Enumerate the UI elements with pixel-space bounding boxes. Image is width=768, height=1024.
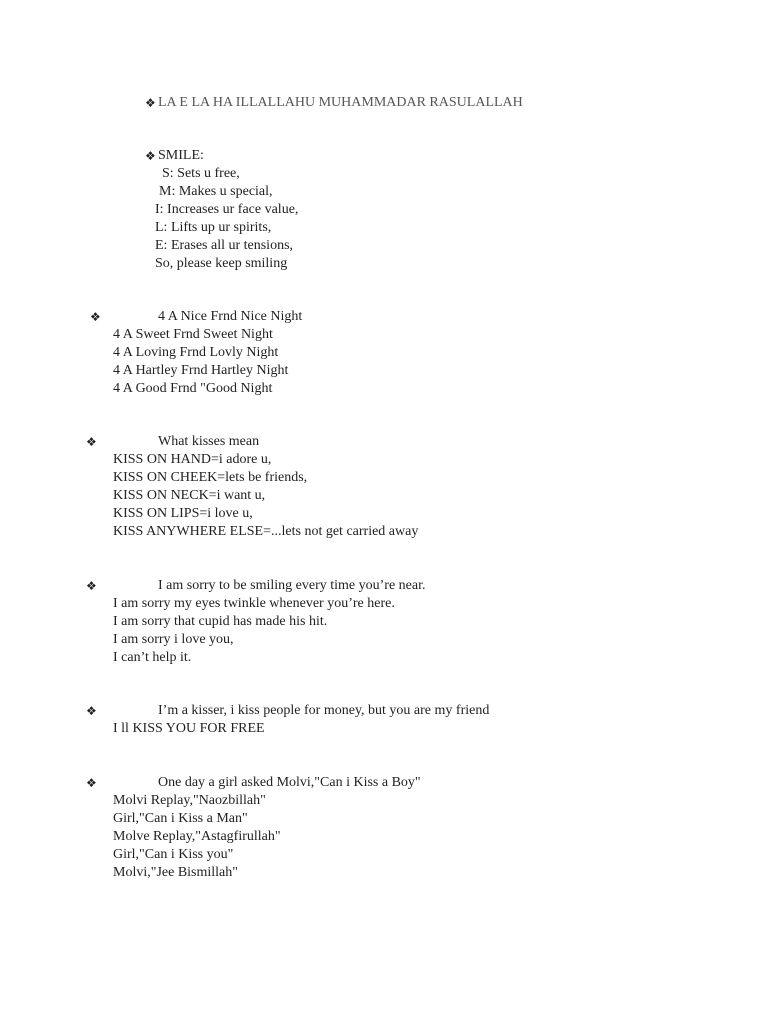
poem-first-line: One day a girl asked Molvi,"Can i Kiss a Boy" bbox=[158, 775, 421, 790]
smile-line: S: Sets u free, bbox=[162, 166, 240, 181]
poem-line: KISS ON NECK=i want u, bbox=[113, 488, 266, 503]
poem-line: KISS ON LIPS=i love u, bbox=[113, 506, 253, 521]
poem-line: 4 A Loving Frnd Lovly Night bbox=[113, 345, 279, 360]
smile-line: E: Erases all ur tensions, bbox=[155, 238, 294, 253]
poem-line: Girl,"Can i Kiss a Man" bbox=[113, 811, 248, 826]
poem-line: Molve Replay,"Astagfirullah" bbox=[113, 829, 281, 844]
poem-line: I am sorry i love you, bbox=[113, 632, 234, 647]
poem-line: I am sorry that cupid has made his hit. bbox=[113, 614, 328, 629]
smile-line: M: Makes u special, bbox=[159, 184, 273, 199]
poem-line: I am sorry my eyes twinkle whenever you’re here. bbox=[113, 596, 395, 611]
poem-line: KISS ON HAND=i adore u, bbox=[113, 452, 272, 467]
poem-line: 4 A Good Frnd "Good Night bbox=[113, 381, 273, 396]
poem-line: Molvi,"Jee Bismillah" bbox=[113, 865, 238, 880]
diamond-bullet-icon: ❖ bbox=[86, 776, 97, 790]
smile-title: SMILE: bbox=[158, 148, 204, 163]
poem-first-line: I’m a kisser, i kiss people for money, but you are my friend bbox=[158, 703, 490, 718]
smile-line: So, please keep smiling bbox=[155, 256, 288, 271]
diamond-bullet-icon: ❖ bbox=[86, 704, 97, 718]
poem-first-line: I am sorry to be smiling every time you’re near. bbox=[158, 578, 426, 593]
poem-line: I can’t help it. bbox=[113, 650, 192, 665]
poem-line: I ll KISS YOU FOR FREE bbox=[113, 721, 265, 736]
poem-first-line: 4 A Nice Frnd Nice Night bbox=[158, 309, 303, 324]
poem-line: KISS ANYWHERE ELSE=...lets not get carried away bbox=[113, 524, 419, 539]
poem-first-line: What kisses mean bbox=[158, 434, 260, 449]
diamond-bullet-icon: ❖ bbox=[145, 149, 156, 163]
poem-line: 4 A Hartley Frnd Hartley Night bbox=[113, 363, 289, 378]
diamond-bullet-icon: ❖ bbox=[86, 579, 97, 593]
diamond-bullet-icon: ❖ bbox=[90, 310, 101, 324]
diamond-bullet-icon: ❖ bbox=[145, 96, 156, 110]
diamond-bullet-icon: ❖ bbox=[86, 435, 97, 449]
heading-title: LA E LA HA ILLALLAHU MUHAMMADAR RASULALLAH bbox=[158, 95, 523, 110]
poem-line: Molvi Replay,"Naozbillah" bbox=[113, 793, 266, 808]
poem-line: Girl,"Can i Kiss you" bbox=[113, 847, 234, 862]
smile-line: L: Lifts up ur spirits, bbox=[155, 220, 272, 235]
poem-line: KISS ON CHEEK=lets be friends, bbox=[113, 470, 308, 485]
smile-line: I: Increases ur face value, bbox=[155, 202, 299, 217]
poem-line: 4 A Sweet Frnd Sweet Night bbox=[113, 327, 273, 342]
